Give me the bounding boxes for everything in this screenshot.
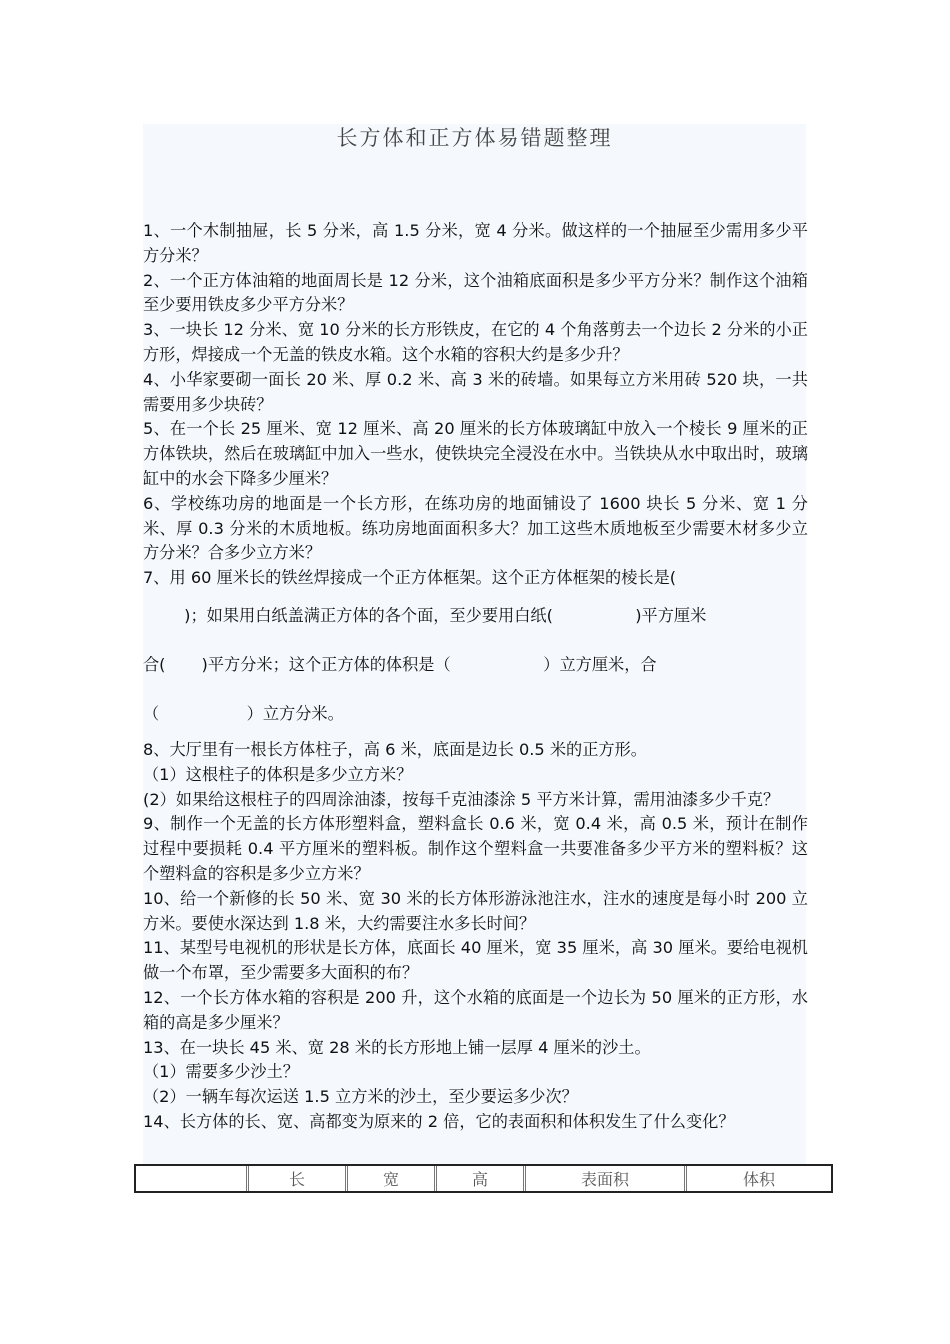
question-3: 3、一块长 12 分米、宽 10 分米的长方形铁皮，在它的 4 个角落剪去一个边长 2 分米的小正方形，焊接成一个无盖的铁皮水箱。这个水箱的容积大约是多少升？ [143, 320, 808, 364]
question-7-line-1: 7、用 60 厘米长的铁丝焊接成一个正方体框架。这个正方体框架的棱长是( [143, 568, 677, 588]
table-header-row [136, 1166, 831, 1191]
question-1: 1、一个木制抽屉，长 5 分米，高 1.5 分米，宽 4 分米。做这样的一个抽屉至少需用多少平方分米？ [143, 221, 808, 265]
question-4: 4、小华家要砌一面长 20 米、厚 0.2 米、高 3 米的砖墙。如果每立方米用砖 520 块，一共需要用多少块砖？ [143, 369, 808, 414]
table-header-height: 高 [434, 1166, 523, 1191]
question-5: 5、在一个长 25 厘米、宽 12 厘米、高 20 厘米的长方体玻璃缸中放入一个棱长 9 厘米的正方体铁块，然后在玻璃缸中加入一些水，使铁块完全浸没在水中。当铁块从水中取出时，玻璃缸中的水会下降多少厘米？ [143, 419, 808, 488]
question-7-line-4: （ ）立方分米。 [143, 703, 344, 723]
comparison-table [134, 1164, 833, 1193]
question-8-part-1: （1）这根柱子的体积是多少立方米？ [143, 764, 413, 784]
question-8: 8、大厅里有一根长方体柱子，高 6 米，底面是边长 0.5 米的正方形。 [143, 739, 647, 759]
table-header-blank [136, 1166, 246, 1191]
question-2: 2、一个正方体油箱的地面周长是 12 分米，这个油箱底面积是多少平方分米？制作这个油箱至少要用铁皮多少平方分米？ [143, 270, 808, 315]
question-14: 14、长方体的长、宽、高都变为原来的 2 倍，它的表面积和体积发生了什么变化？ [143, 1111, 735, 1131]
question-13-part-2: （2）一辆车每次运送 1.5 立方米的沙土，至少要运多少次？ [143, 1087, 578, 1107]
question-12: 12、一个长方体水箱的容积是 200 升，这个水箱的底面是一个边长为 50 厘米的正方形，水箱的高是多少厘米？ [143, 987, 808, 1032]
document-body [143, 219, 808, 1135]
question-13: 13、在一块长 45 米、宽 28 米的长方形地上铺一层厚 4 厘米的沙土。 [143, 1037, 651, 1057]
question-8-part-2: (2）如果给这根柱子的四周涂油漆，按每千克油漆涂 5 平方米计算，需用油漆多少千克？ [143, 789, 780, 809]
question-6: 6、学校练功房的地面是一个长方形，在练功房的地面铺设了 1600 块长 5 分米、宽 1 分米、厚 0.3 分米的木质地板。练功房地面面积多大？加工这些木质地板至少需要木材多少立方分米？合多少立方米？ [143, 493, 808, 563]
question-13-part-1: （1）需要多少沙土？ [143, 1062, 299, 1082]
question-11: 11、某型号电视机的形状是长方体，底面长 40 厘米，宽 35 厘米，高 30 厘米。要给电视机做一个布罩，至少需要多大面积的布？ [143, 938, 808, 983]
page-title: 长方体和正方体易错题整理 [336, 126, 613, 150]
question-7-line-3: 合( )平方分米；这个正方体的体积是（ ）立方厘米，合 [143, 654, 657, 674]
question-9: 9、制作一个无盖的长方体形塑料盒，塑料盒长 0.6 米，宽 0.4 米，高 0.5 米，预计在制作过程中要损耗 0.4 平方厘米的塑料板。制作这个塑料盒一共要准备多少平方米的塑料板？这个塑料盒的容积是多少立方米？ [143, 814, 808, 883]
table-header-width: 宽 [345, 1166, 434, 1191]
question-10: 10、给一个新修的长 50 米、宽 30 米的长方体形游泳池注水，注水的速度是每小时 200 立方米。要使水深达到 1.8 米，大约需要注水多长时间？ [143, 888, 808, 933]
table-header-length: 长 [246, 1166, 345, 1191]
question-7-line-2: )；如果用白纸盖满正方体的各个面，至少要用白纸( )平方厘米 [143, 605, 707, 625]
table-header-surface-area: 表面积 [523, 1166, 684, 1191]
table-header-volume: 体积 [684, 1166, 831, 1191]
